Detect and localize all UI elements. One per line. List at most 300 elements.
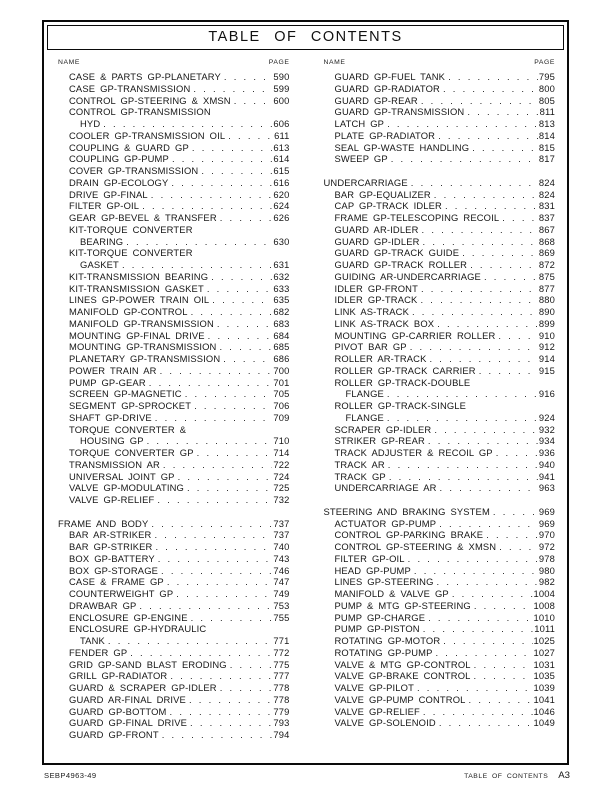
- toc-entry: [58, 576, 290, 588]
- entry-page-number: 912: [538, 341, 555, 353]
- dot-leader: [448, 71, 538, 83]
- left-column-header: [58, 59, 290, 66]
- entry-label: KIT-TORQUE CONVERTER: [69, 247, 193, 259]
- toc-entry: [324, 330, 556, 342]
- dot-leader: [207, 283, 273, 295]
- dot-leader: [178, 471, 273, 483]
- entry-label: GRILL GP-RADIATOR: [69, 670, 168, 682]
- entry-label: LINES GP-POWER TRAIN OIL: [69, 294, 210, 306]
- entry-label: SEGMENT GP-SPROCKET: [69, 400, 192, 411]
- entry-page-number: 701: [273, 376, 290, 388]
- entry-page-number: 724: [273, 470, 290, 482]
- entry-page-number: 620: [273, 188, 290, 200]
- entry-label: POWER TRAIN AR: [69, 364, 157, 376]
- entry-page-number: 1049: [533, 717, 555, 729]
- dot-leader: [219, 341, 272, 353]
- dot-leader: [438, 130, 538, 142]
- entry-page-number: 740: [273, 541, 290, 552]
- entry-label: MOUNTING GP-FINAL DRIVE: [69, 329, 205, 341]
- entry-label: TORQUE CONVERTER &: [69, 423, 187, 435]
- entry-label: FILTER GP-OIL: [334, 552, 405, 564]
- toc-entry: [58, 95, 290, 107]
- entry-label: CONTROL GP-STEERING & XMSN: [69, 94, 231, 106]
- toc-entry: [324, 588, 556, 600]
- toc-entry: [58, 459, 290, 471]
- entry-page-number: 793: [273, 717, 290, 729]
- toc-entry: [58, 612, 290, 624]
- entry-page-number: 626: [273, 212, 290, 223]
- toc-entry: [58, 529, 290, 541]
- entry-label: VALVE GP-PUMP CONTROL: [334, 693, 466, 705]
- entry-label: PUMP & MTG GP-STEERING: [334, 599, 471, 611]
- toc-entry: [324, 318, 556, 330]
- entry-page-number: 631: [273, 259, 290, 270]
- entry-label: FRAME AND BODY: [58, 517, 149, 529]
- entry-page-number: 755: [273, 611, 290, 623]
- entry-page-number: 710: [273, 435, 290, 447]
- contents-border-box: [42, 20, 569, 765]
- dot-leader: [193, 83, 272, 95]
- entry-label: MANIFOLD GP-TRANSMISSION: [69, 317, 214, 329]
- dot-leader: [230, 659, 273, 671]
- dot-leader: [498, 330, 537, 342]
- dot-leader: [421, 95, 538, 107]
- dot-leader: [387, 118, 538, 130]
- dot-leader: [391, 153, 538, 165]
- entry-label: CONTROL GP-TRANSMISSION: [69, 106, 211, 118]
- entry-page-number: 1031: [533, 658, 555, 670]
- dot-leader: [474, 670, 533, 682]
- toc-entry: [324, 153, 556, 165]
- toc-entry: [58, 130, 290, 142]
- entry-label: VALVE GP-RELIEF: [334, 705, 420, 717]
- dot-leader: [151, 518, 272, 530]
- entry-label: HYD: [80, 118, 101, 129]
- dot-leader: [224, 71, 273, 83]
- entry-page-number: 1046: [533, 705, 555, 717]
- dot-leader: [410, 341, 538, 353]
- entry-label: ROLLER GP-TRACK-DOUBLE: [334, 376, 471, 388]
- entry-page-number: 924: [538, 411, 555, 423]
- toc-entry: [324, 341, 556, 353]
- entry-page-number: 969: [538, 505, 555, 517]
- toc-section-header: [324, 177, 556, 189]
- toc-entry: [58, 271, 290, 283]
- toc-entry-continuation: [58, 435, 290, 447]
- toc-entry: [324, 377, 556, 389]
- dot-leader: [122, 259, 272, 271]
- entry-label: DRIVE GP-FINAL: [69, 188, 148, 200]
- toc-entry: [58, 541, 290, 553]
- dot-leader: [194, 400, 272, 412]
- dot-leader: [499, 541, 538, 553]
- dot-leader: [228, 130, 273, 142]
- dot-leader: [452, 588, 533, 600]
- toc-entry: [324, 294, 556, 306]
- page-footer: [44, 770, 570, 781]
- toc-entry: [324, 706, 556, 718]
- entry-label: FRAME GP-TELESCOPING RECOIL: [334, 212, 500, 223]
- dot-leader: [470, 259, 538, 271]
- toc-entry: [324, 623, 556, 635]
- toc-entry-continuation: [58, 118, 290, 130]
- entry-label: PUMP GP-GEAR: [69, 376, 146, 388]
- dot-leader: [428, 612, 532, 624]
- dot-leader: [408, 553, 538, 565]
- entry-label: MANIFOLD & VALVE GP: [334, 588, 449, 599]
- page-column-label: PAGE: [534, 59, 555, 66]
- entry-label: VALVE GP-RELIEF: [69, 494, 155, 505]
- entry-label: MOUNTING GP-TRANSMISSION: [69, 341, 217, 353]
- entry-page-number: 837: [538, 212, 555, 223]
- entry-page-number: 743: [273, 552, 290, 564]
- dot-leader: [154, 529, 272, 541]
- entry-page-number: 934: [538, 435, 555, 447]
- entry-page-number: 872: [538, 259, 555, 270]
- toc-entry: [58, 447, 290, 459]
- entry-label: COOLER GP-TRANSMISSION OIL: [69, 129, 226, 141]
- entry-page-number: 753: [273, 599, 290, 611]
- toc-entry: [324, 694, 556, 706]
- dot-leader: [421, 283, 538, 295]
- entry-page-number: 890: [538, 306, 555, 317]
- dot-leader: [474, 600, 533, 612]
- toc-entry: [58, 365, 290, 377]
- dot-leader: [197, 447, 273, 459]
- entry-page-number: 880: [538, 294, 555, 306]
- dot-leader: [422, 224, 538, 236]
- dot-leader: [486, 529, 538, 541]
- column-headers: [44, 50, 567, 69]
- toc-entry: [58, 565, 290, 577]
- toc-gap: [324, 494, 556, 506]
- entry-label: UNDERCARRIAGE AR: [334, 482, 437, 494]
- entry-label: ROTATING GP-PUMP: [334, 646, 433, 658]
- toc-entry: [324, 635, 556, 647]
- toc-entry: [58, 165, 290, 177]
- entry-label: BAR GP-STRIKER: [69, 541, 153, 552]
- entry-page-number: 630: [273, 235, 290, 247]
- toc-entry: [324, 400, 556, 412]
- entry-label: ENCLOSURE GP-ENGINE: [69, 611, 188, 623]
- toc-entry: [324, 447, 556, 459]
- entry-page-number: 732: [273, 494, 290, 505]
- entry-page-number: 824: [538, 176, 555, 188]
- dot-leader: [434, 424, 538, 436]
- toc-entry: [324, 283, 556, 295]
- entry-page-number: 914: [538, 353, 555, 364]
- dot-leader: [157, 494, 272, 506]
- entry-page-number: 972: [538, 541, 555, 552]
- dot-leader: [412, 306, 538, 318]
- entry-label: GUARD GP-BOTTOM: [69, 705, 167, 717]
- entry-page-number: 600: [273, 94, 290, 106]
- dot-leader: [440, 482, 538, 494]
- page-title: TABLE OF CONTENTS: [208, 29, 403, 45]
- entry-page-number: 606: [273, 118, 290, 129]
- name-column-label: NAME: [58, 59, 81, 66]
- footer-section-title: TABLE OF CONTENTS: [464, 773, 549, 780]
- entry-label: ENCLOSURE GP-HYDRAULIC: [69, 623, 207, 635]
- entry-page-number: 779: [273, 705, 290, 717]
- entry-label: GUARD GP-FUEL TANK: [334, 71, 446, 82]
- entry-page-number: 771: [273, 635, 290, 646]
- entry-page-number: 709: [273, 411, 290, 423]
- entry-label: GUARD GP-REAR: [334, 94, 418, 106]
- dot-leader: [185, 388, 273, 400]
- entry-page-number: 778: [273, 682, 290, 693]
- toc-entry-continuation: [58, 236, 290, 248]
- entry-label: UNDERCARRIAGE: [323, 176, 408, 188]
- entry-page-number: 795: [538, 71, 555, 82]
- right-column-header: [324, 59, 556, 66]
- entry-label: GUARD GP-FRONT: [69, 729, 159, 740]
- entry-page-number: 980: [538, 564, 555, 576]
- toc-entry: [58, 659, 290, 671]
- name-column-label: NAME: [323, 59, 346, 66]
- entry-label: GUARD GP-RADIATOR: [334, 82, 440, 94]
- entry-page-number: 899: [538, 317, 555, 329]
- entry-label: GUARD & SCRAPER GP-IDLER: [69, 682, 217, 693]
- entry-label: BAR GP-EQUALIZER: [334, 188, 431, 200]
- entry-label: ROLLER GP-TRACK-SINGLE: [334, 400, 467, 411]
- entry-page-number: 772: [273, 646, 290, 658]
- toc-entry: [324, 435, 556, 447]
- dot-leader: [211, 271, 272, 283]
- entry-label: VALVE & MTG GP-CONTROL: [334, 658, 471, 670]
- entry-page-number: 611: [274, 129, 290, 141]
- entry-page-number: 1010: [533, 611, 555, 623]
- dot-leader: [388, 459, 538, 471]
- entry-page-number: 1025: [533, 635, 555, 646]
- entry-label: LINES GP-STEERING: [334, 576, 434, 588]
- entry-label: STRIKER GP-REAR: [334, 435, 425, 447]
- entry-label: BOX GP-BATTERY: [69, 552, 155, 564]
- toc-entry: [58, 330, 290, 342]
- entry-label: GUARD GP-TRACK GUIDE: [334, 247, 460, 259]
- dot-leader: [126, 236, 272, 248]
- entry-page-number: 706: [273, 400, 290, 411]
- toc-entry: [58, 623, 290, 635]
- toc-entry: [324, 95, 556, 107]
- entry-page-number: 814: [538, 129, 555, 141]
- dot-leader: [155, 541, 272, 553]
- entry-page-number: 940: [538, 458, 555, 470]
- entry-label: TRACK AR: [334, 458, 385, 470]
- toc-entry: [58, 588, 290, 600]
- entry-label: HEAD GP-PUMP: [334, 564, 411, 576]
- toc-entry: [58, 670, 290, 682]
- entry-label: UNIVERSAL JOINT GP: [69, 470, 175, 482]
- dot-leader: [417, 682, 533, 694]
- toc-entry: [58, 682, 290, 694]
- entry-page-number: 746: [273, 564, 290, 576]
- dot-leader: [108, 635, 273, 647]
- toc-entry: [324, 71, 556, 83]
- entry-label: MOUNTING GP-CARRIER ROLLER: [334, 329, 496, 341]
- entry-page-number: 714: [273, 447, 290, 458]
- dot-leader: [189, 694, 272, 706]
- entry-page-number: 613: [273, 141, 290, 153]
- entry-page-number: 805: [538, 94, 555, 106]
- dot-leader: [387, 388, 538, 400]
- toc-entry: [324, 130, 556, 142]
- page-column-label: PAGE: [268, 59, 290, 66]
- dot-leader: [469, 694, 533, 706]
- toc-entry: [58, 212, 290, 224]
- toc-entry: [58, 424, 290, 436]
- entry-page-number: 824: [538, 188, 555, 200]
- dot-leader: [389, 471, 538, 483]
- entry-page-number: 817: [538, 153, 555, 165]
- entry-page-number: 737: [273, 529, 290, 541]
- toc-entry: [324, 682, 556, 694]
- toc-entry: [58, 153, 290, 165]
- entry-label: CONTROL GP-PARKING BRAKE: [334, 529, 484, 541]
- title-box: [47, 25, 564, 50]
- entry-label: VALVE GP-BRAKE CONTROL: [334, 670, 471, 682]
- toc-entry: [58, 106, 290, 118]
- entry-label: FLANGE: [345, 411, 384, 423]
- entry-label: TRANSMISSION AR: [69, 458, 160, 470]
- toc-entry: [58, 600, 290, 612]
- toc-entry: [58, 142, 290, 154]
- entry-page-number: 978: [538, 552, 555, 564]
- dot-leader: [387, 412, 538, 424]
- dot-leader: [429, 353, 537, 365]
- entry-page-number: 969: [538, 517, 555, 529]
- toc-entry-continuation: [58, 259, 290, 271]
- dot-leader: [220, 682, 273, 694]
- dot-leader: [423, 623, 534, 635]
- entry-page-number: 705: [273, 388, 290, 400]
- entry-label: CASE & FRAME GP: [69, 576, 164, 588]
- entry-label: VALVE GP-MODULATING: [69, 482, 184, 494]
- toc-entry: [324, 424, 556, 436]
- entry-label: GUARD GP-TRACK ROLLER: [334, 259, 468, 270]
- toc-entry: [58, 247, 290, 259]
- dot-leader: [167, 576, 273, 588]
- toc-entry: [324, 459, 556, 471]
- entry-page-number: 910: [538, 329, 555, 341]
- dot-leader: [171, 177, 272, 189]
- toc-entry: [58, 189, 290, 201]
- toc-entry: [58, 318, 290, 330]
- toc-entry: [58, 341, 290, 353]
- toc-entry-continuation: [324, 412, 556, 424]
- toc-entry: [324, 189, 556, 201]
- dot-leader: [187, 482, 272, 494]
- entry-label: COVER GP-TRANSMISSION: [69, 165, 199, 176]
- toc-entry: [58, 353, 290, 365]
- dot-leader: [439, 717, 533, 729]
- toc-entry: [58, 377, 290, 389]
- toc-gap: [324, 165, 556, 177]
- entry-label: SWEEP GP: [334, 153, 388, 165]
- entry-label: ROLLER AR-TRACK: [334, 353, 427, 364]
- dot-leader: [474, 659, 533, 671]
- entry-label: CAP GP-TRACK IDLER: [334, 200, 442, 212]
- dot-leader: [479, 365, 538, 377]
- toc-entry: [324, 142, 556, 154]
- dot-leader: [217, 318, 273, 330]
- dot-leader: [201, 165, 272, 177]
- toc-entry: [324, 612, 556, 624]
- entry-page-number: 868: [538, 235, 555, 247]
- dot-leader: [443, 83, 538, 95]
- entry-label: SCREEN GP-MAGNETIC: [69, 388, 182, 400]
- dot-leader: [496, 447, 538, 459]
- entry-label: BAR AR-STRIKER: [69, 529, 152, 541]
- entry-page-number: 877: [538, 282, 555, 294]
- dot-leader: [170, 706, 273, 718]
- dot-leader: [234, 95, 273, 107]
- dot-leader: [420, 294, 537, 306]
- entry-label: GUARD GP-IDLER: [334, 235, 420, 247]
- entry-page-number: 1041: [533, 693, 555, 705]
- dot-leader: [462, 247, 538, 259]
- entry-page-number: 800: [538, 82, 555, 94]
- entry-page-number: 875: [538, 270, 555, 282]
- dot-leader: [472, 142, 538, 154]
- dot-leader: [162, 729, 273, 741]
- dot-leader: [411, 177, 538, 189]
- entry-page-number: 970: [538, 529, 555, 541]
- dot-leader: [414, 565, 538, 577]
- toc-entry: [58, 694, 290, 706]
- entry-label: IDLER GP-TRACK: [334, 294, 418, 306]
- entry-page-number: 683: [273, 317, 290, 329]
- entry-page-number: 869: [538, 247, 555, 259]
- entry-label: VALVE GP-PILOT: [334, 682, 414, 693]
- entry-page-number: 590: [273, 71, 290, 82]
- dot-leader: [437, 318, 538, 330]
- entry-label: CASE GP-TRANSMISSION: [69, 82, 191, 94]
- entry-label: CASE & PARTS GP-PLANETARY: [69, 71, 221, 82]
- dot-leader: [502, 212, 538, 224]
- entry-page-number: 1027: [533, 646, 555, 658]
- entry-page-number: 682: [273, 306, 290, 317]
- dot-leader: [208, 330, 273, 342]
- dot-leader: [161, 565, 272, 577]
- entry-page-number: 778: [273, 693, 290, 705]
- entry-label: CONTROL GP-STEERING & XMSN: [334, 541, 497, 552]
- entry-label: LATCH GP: [334, 118, 385, 129]
- toc-entry: [58, 83, 290, 95]
- entry-label: ROTATING GP-MOTOR: [334, 635, 441, 646]
- toc-entry-continuation: [58, 635, 290, 647]
- footer-page-number: A3: [558, 770, 570, 781]
- entry-label: TANK: [80, 635, 105, 646]
- entry-page-number: 916: [538, 388, 555, 400]
- dot-leader: [149, 377, 273, 389]
- dot-leader: [445, 200, 538, 212]
- entry-label: KIT-TRANSMISSION BEARING: [69, 270, 209, 282]
- entry-label: PUMP GP-CHARGE: [334, 611, 426, 623]
- entry-label: TORQUE CONVERTER GP: [69, 447, 194, 458]
- entry-label: BOX GP-STORAGE: [69, 564, 159, 576]
- entry-label: MANIFOLD GP-CONTROL: [69, 306, 188, 317]
- toc-entry: [324, 529, 556, 541]
- dot-leader: [151, 189, 273, 201]
- dot-leader: [139, 600, 272, 612]
- toc-entry: [324, 565, 556, 577]
- entry-page-number: 614: [273, 153, 290, 165]
- entry-page-number: 963: [538, 482, 555, 494]
- entry-page-number: 867: [538, 223, 555, 235]
- toc-entry: [324, 306, 556, 318]
- toc-entry: [324, 212, 556, 224]
